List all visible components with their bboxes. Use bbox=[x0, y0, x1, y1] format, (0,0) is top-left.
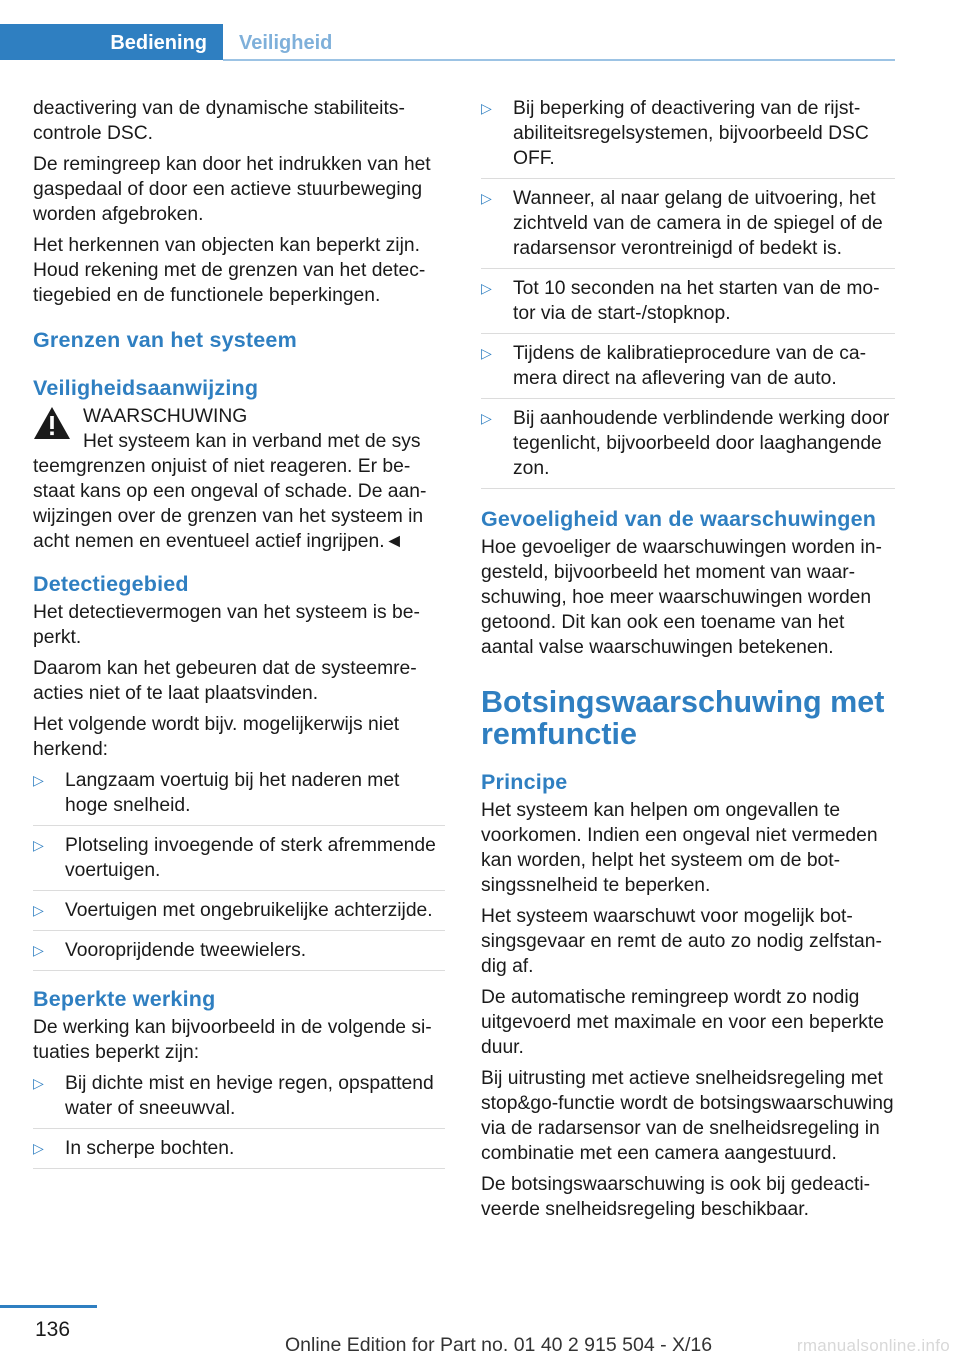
paragraph: Bij uitrusting met actieve snelheidsregeling met stop&go-functie wordt de botsingswaarschuwing via de radarsensor van de snelheidsregeling in combinatie met een camera aangestuurd. bbox=[481, 1068, 894, 1164]
paragraph: De remingreep kan door het indrukken van het gaspedaal of door een actieve stuurbeweging worden afgebroken. bbox=[33, 154, 431, 225]
list-item bbox=[481, 341, 895, 399]
heading-beperkte-werking: Beperkte werking bbox=[33, 987, 216, 1011]
list-item bbox=[481, 186, 895, 269]
page-number: 136 bbox=[35, 1318, 71, 1341]
list-item bbox=[481, 276, 895, 334]
paragraph: Het systeem waarschuwt voor mogelijk botsingsgevaar en remt de auto zo nodig zelfstandig af. bbox=[481, 906, 882, 977]
triangle-right-icon: ▷ bbox=[33, 837, 44, 853]
list-item-text: Bij aanhoudende verblindende werking door tegenlicht, bijvoorbeeld door laaghangende zon. bbox=[513, 408, 890, 479]
triangle-right-icon: ▷ bbox=[481, 100, 492, 116]
list-item-text: Plotseling invoegende of sterk afremmende voertuigen. bbox=[65, 835, 436, 881]
paragraph: Hoe gevoeliger de waarschuwingen worden ingesteld, bijvoorbeeld het moment van waarschuwing, hoe meer waarschuwingen worden getoond. Dit kan ook een toename van het aantal valse waarschuwingen betekenen. bbox=[481, 537, 882, 658]
tab-veiligheid[interactable]: Veiligheid bbox=[239, 32, 333, 54]
triangle-right-icon: ▷ bbox=[481, 280, 492, 296]
triangle-right-icon: ▷ bbox=[33, 942, 44, 958]
warning-text bbox=[33, 429, 445, 554]
limited-list bbox=[33, 1071, 445, 1169]
list-item-text: Wanneer, al naar gelang de uitvoering, het zichtveld van de camera in de spiegel of de radarsensor verontreinigd of bedekt is. bbox=[513, 188, 883, 259]
list-item bbox=[481, 96, 895, 179]
paragraph: De automatische remingreep wordt zo nodig uitgevoerd met maximale en voor een beperkte duur. bbox=[481, 987, 884, 1058]
list-item bbox=[33, 1071, 445, 1129]
list-item bbox=[33, 898, 445, 931]
paragraph: Het detectievermogen van het systeem is beperkt. bbox=[33, 602, 420, 648]
list-item-text: Tot 10 seconden na het starten van de motor via de start-/stopknop. bbox=[513, 278, 880, 324]
list-item-text: Voertuigen met ongebruikelijke achterzijde. bbox=[65, 900, 433, 921]
paragraph: De botsingswaarschuwing is ook bij gedeactiveerde snelheidsregeling beschikbaar. bbox=[481, 1174, 871, 1220]
list-item-text: Vooroprijdende tweewielers. bbox=[65, 940, 307, 961]
list-item-text: Bij beperking of deactivering van de rijstabiliteitsregelsystemen, bijvoorbeeld DSC OFF. bbox=[513, 98, 869, 169]
paragraph: Het herkennen van objecten kan beperkt zijn. Houd rekening met de grenzen van het detectiegebied en de functionele beperkingen. bbox=[33, 235, 426, 306]
list-item bbox=[33, 833, 445, 891]
list-item-text: Tijdens de kalibratieprocedure van de camera direct na aflevering van de auto. bbox=[513, 343, 866, 389]
list-item bbox=[481, 406, 895, 489]
triangle-right-icon: ▷ bbox=[33, 1140, 44, 1156]
triangle-right-icon: ▷ bbox=[481, 190, 492, 206]
heading-veiligheidsaanwijzing: Veiligheidsaanwijzing bbox=[33, 376, 259, 400]
triangle-right-icon: ▷ bbox=[33, 902, 44, 918]
heading-grenzen: Grenzen van het systeem bbox=[33, 328, 297, 352]
list-item-text: Bij dichte mist en hevige regen, opspattend water of sneeuwval. bbox=[65, 1073, 434, 1119]
detect-list bbox=[33, 768, 445, 971]
heading-detectiegebied: Detectiegebied bbox=[33, 572, 189, 596]
warning-block bbox=[33, 404, 445, 554]
warning-triangle-icon bbox=[33, 406, 71, 440]
header-rule bbox=[223, 59, 895, 61]
paragraph: deactivering van de dynamische stabiliteitscontrole DSC. bbox=[33, 98, 405, 144]
list-item-text: Langzaam voertuig bij het naderen met hoge snelheid. bbox=[65, 770, 400, 816]
paragraph: De werking kan bijvoorbeeld in de volgende situaties beperkt zijn: bbox=[33, 1017, 432, 1063]
list-item-text: In scherpe bochten. bbox=[65, 1138, 235, 1159]
warning-text-rest: teemgrenzen onjuist of niet reageren. Er bestaat kans op een ongeval of schade. De aanwijzingen over de grenzen van het systeem in acht nemen en eventueel actief ingrijpen.◄ bbox=[33, 456, 427, 552]
paragraph: Het systeem kan helpen om ongevallen te voorkomen. Indien een ongeval niet vermeden kan worden, helpt het systeem om de botsingssnelheid te beperken. bbox=[481, 800, 878, 896]
triangle-right-icon: ▷ bbox=[481, 410, 492, 426]
paragraph: Daarom kan het gebeuren dat de systeemreacties niet of te laat plaatsvinden. bbox=[33, 658, 417, 704]
header-tabs bbox=[0, 24, 895, 62]
triangle-right-icon: ▷ bbox=[33, 772, 44, 788]
right-column bbox=[481, 96, 895, 1228]
triangle-right-icon: ▷ bbox=[33, 1075, 44, 1091]
list-item bbox=[33, 1136, 445, 1169]
edition-text: Online Edition for Part no. 01 40 2 915 504 - X/16 bbox=[285, 1334, 713, 1356]
heading-principe: Principe bbox=[481, 770, 568, 794]
left-column bbox=[33, 96, 445, 1176]
list-item bbox=[33, 768, 445, 826]
triangle-right-icon: ▷ bbox=[481, 345, 492, 361]
limited-list-continued bbox=[481, 96, 895, 489]
warning-text-first: Het systeem kan in verband met de sys bbox=[83, 431, 421, 452]
watermark: rmanualsonline.info bbox=[796, 1336, 950, 1355]
footer-rule bbox=[0, 1305, 97, 1308]
heading-botsingswaarschuwing: Botsingswaarschuwing met remfunctie bbox=[481, 685, 885, 751]
heading-gevoeligheid: Gevoeligheid van de waarschuwingen bbox=[481, 507, 877, 531]
paragraph: Het volgende wordt bijv. mogelijkerwijs niet herkend: bbox=[33, 714, 400, 760]
warning-title: WAARSCHUWING bbox=[83, 406, 248, 427]
tab-bediening[interactable]: Bediening bbox=[0, 24, 223, 60]
list-item bbox=[33, 938, 445, 971]
